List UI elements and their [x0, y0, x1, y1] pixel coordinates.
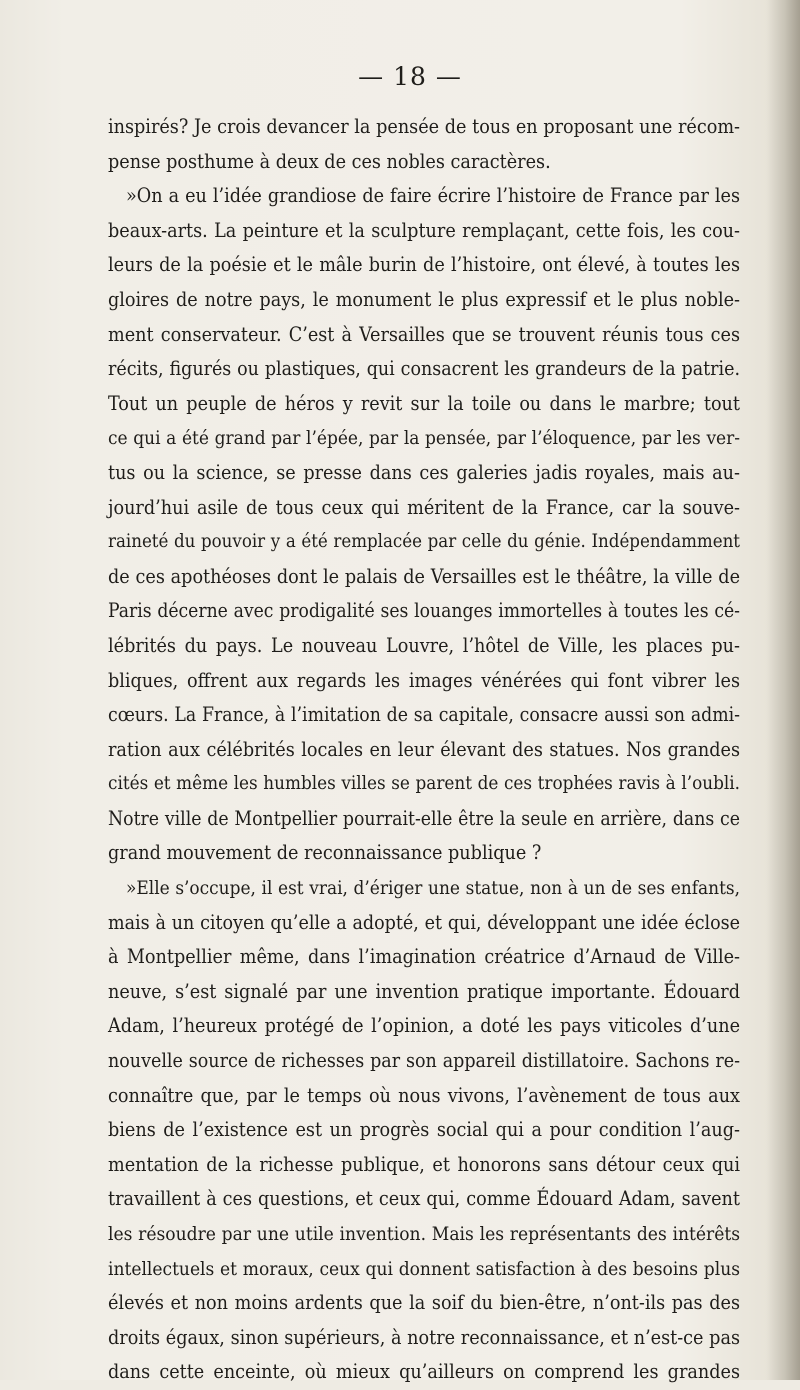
body-text: [108, 110, 740, 1390]
text-line: »On a eu l’idée grandiose de faire écrire l’histoire de France par les: [126, 184, 740, 208]
text-line: »Elle s’occupe, il est vrai, d’ériger une statue, non à un de ses enfants,: [126, 877, 740, 900]
text-line: cités et même les humbles villes se parent de ces trophées ravis à l’oubli.: [108, 773, 740, 795]
text-line: raineté du pouvoir y a été remplacée par celle du génie. Indépendamment: [108, 531, 740, 553]
page-edge-shadow: [766, 0, 800, 1380]
text-line: inspirés? Je crois devancer la pensée de tous en proposant une récom-: [108, 115, 740, 138]
text-line: neuve, s’est signalé par une invention pratique importante. Édouard: [108, 979, 740, 1003]
text-line: grand mouvement de reconnaissance publique ?: [108, 841, 542, 865]
text-line: pense posthume à deux de ces nobles caractères.: [108, 149, 551, 173]
text-line: leurs de la poésie et le mâle burin de l’histoire, ont élevé, à toutes les: [108, 253, 740, 277]
page-number: — 18 —: [358, 62, 462, 91]
text-line: ration aux célébrités locales en leur élevant des statues. Nos grandes: [108, 737, 740, 761]
text-line: intellectuels et moraux, ceux qui donnent satisfaction à des besoins plus: [108, 1257, 740, 1280]
text-line: à Montpellier même, dans l’imagination créatrice d’Arnaud de Ville-: [108, 945, 740, 969]
text-line: récits, figurés ou plastiques, qui consacrent les grandeurs de la patrie.: [108, 357, 740, 381]
text-line: mais à un citoyen qu’elle a adopté, et qui, développant une idée éclose: [108, 910, 740, 934]
text-line: travaillent à ces questions, et ceux qui, comme Édouard Adam, savent: [108, 1187, 740, 1211]
text-line: ce qui a été grand par l’épée, par la pensée, par l’éloquence, par les ver-: [108, 427, 740, 450]
text-line: élevés et non moins ardents que la soif du bien-être, n’ont-ils pas des: [108, 1291, 740, 1315]
text-line: lébrités du pays. Le nouveau Louvre, l’hôtel de Ville, les places pu-: [108, 633, 740, 657]
text-line: Notre ville de Montpellier pourrait-elle être la seule en arrière, dans ce: [108, 806, 740, 830]
text-line: ment conservateur. C’est à Versailles que se trouvent réunis tous ces: [108, 322, 740, 346]
text-line: bliques, offrent aux regards les images vénérées qui font vibrer les: [108, 668, 740, 692]
text-line: Tout un peuple de héros y revit sur la toile ou dans le marbre; tout: [108, 391, 740, 415]
text-line: Paris décerne avec prodigalité ses louanges immortelles à toutes les cé-: [108, 599, 740, 623]
text-line: biens de l’existence est un progrès social qui a pour condition l’aug-: [108, 1118, 740, 1142]
text-line: de ces apothéoses dont le palais de Versailles est le théâtre, la ville de: [108, 564, 740, 588]
text-line: jourd’hui asile de tous ceux qui méritent de la France, car la souve-: [108, 495, 740, 519]
text-line: Adam, l’heureux protégé de l’opinion, a doté les pays viticoles d’une: [108, 1014, 740, 1038]
text-line: nouvelle source de richesses par son appareil distillatoire. Sachons re-: [108, 1049, 740, 1073]
text-line: droits égaux, sinon supérieurs, à notre reconnaissance, et n’est-ce pas: [108, 1325, 740, 1349]
text-line: connaître que, par le temps où nous vivons, l’avènement de tous aux: [108, 1083, 740, 1107]
text-line: beaux-arts. La peinture et la sculpture remplaçant, cette fois, les cou-: [108, 218, 740, 242]
text-line: gloires de notre pays, le monument le plus expressif et le plus noble-: [108, 287, 740, 311]
text-line: tus ou la science, se presse dans ces galeries jadis royales, mais au-: [108, 460, 740, 484]
text-line: cœurs. La France, à l’imitation de sa capitale, consacre aussi son admi-: [108, 703, 740, 727]
text-line: les résoudre par une utile invention. Mais les représentants des intérêts: [108, 1223, 740, 1245]
text-line: mentation de la richesse publique, et honorons sans détour ceux qui: [108, 1152, 740, 1176]
text-line: dans cette enceinte, où mieux qu’ailleurs on comprend les grandes: [108, 1360, 740, 1384]
